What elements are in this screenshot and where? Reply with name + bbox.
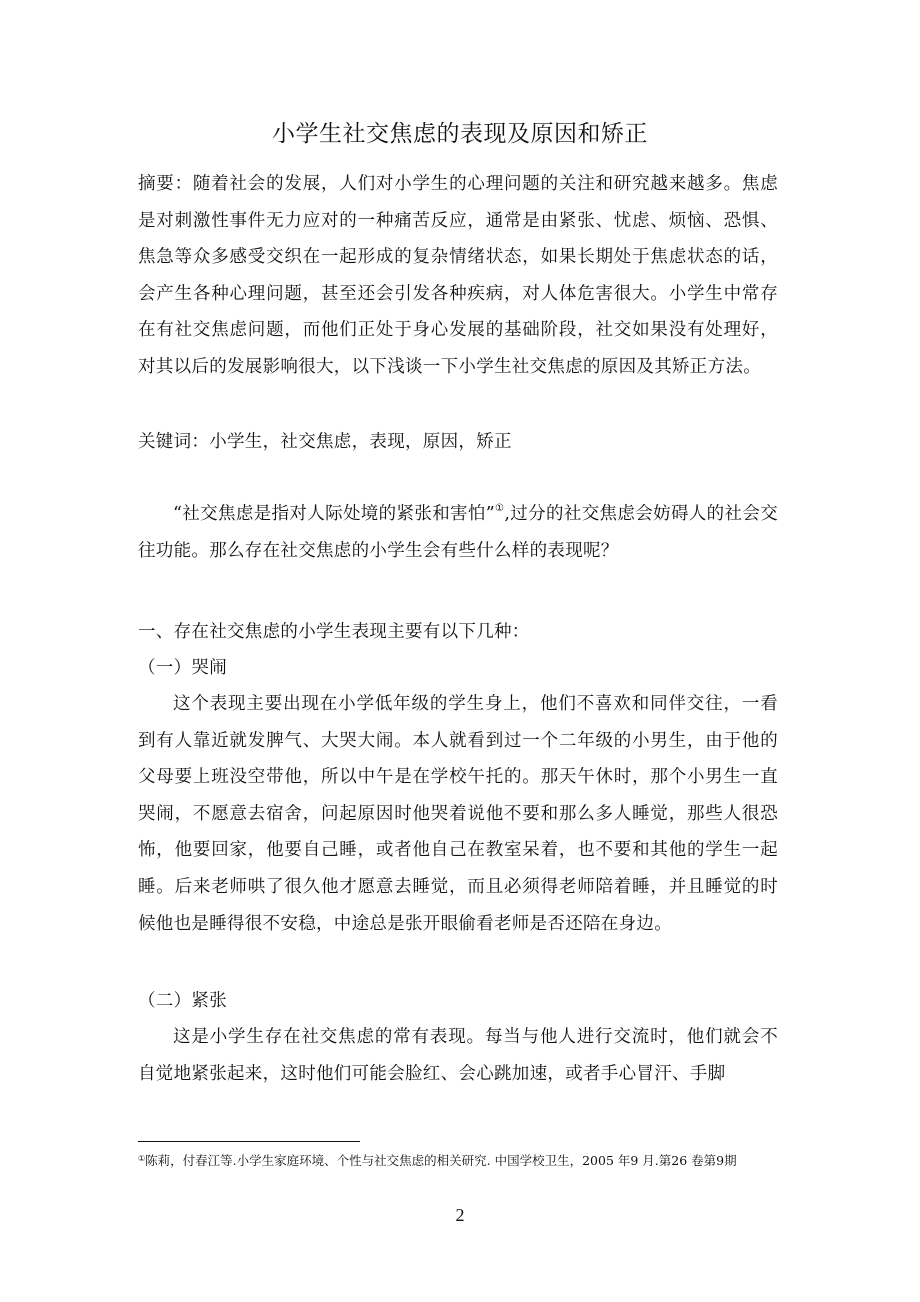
intro-text: ,过分的社交焦虑会妨碍人的社会交往功能。那么存在社交焦虑的小学生会有些什么样的表现呢？ [138,504,778,561]
intro-paragraph [138,496,778,569]
page-number: 2 [455,1205,465,1225]
abstract-paragraph: 摘要：随着社会的发展，人们对小学生的心理问题的关注和研究越来越多。焦虑是对刺激性事件无力应对的一种痛苦反应，通常是由紧张、忧虑、烦恼、恐惧、焦急等众多感受交织在一起形成的复杂情绪状态，如果长期处于焦虑状态的话，会产生各种心理问题，甚至还会引发各种疾病，对人体危害很大。小学生中常存在有社交焦虑问题，而他们正处于身心发展的基础阶段，社交如果没有处理好，对其以后的发展影响很大，以下浅谈一下小学生社交焦虑的原因及其矫正方法。 [138,174,778,377]
footnote-mark: ① [138,1154,146,1163]
page-title: 小学生社交焦虑的表现及原因和矫正 [272,121,648,147]
subsection-heading-nervous: （二）紧张 [138,991,227,1011]
intro-quote: “社交焦虑是指对人际处境的紧张和害怕” [173,504,495,524]
body-paragraph-nervous: 这是小学生存在社交焦虑的常有表现。每当与他人进行交流时，他们就会不自觉地紧张起来，这时他们可能会脸红、会心跳加速，或者手心冒汗、手脚 [138,1027,778,1084]
body-paragraph-crying: 这个表现主要出现在小学低年级的学生身上，他们不喜欢和同伴交往，一看到有人靠近就发脾气、大哭大闹。本人就看到过一个二年级的小男生，由于他的父母要上班没空带他，所以中午是在学校午托的。那天午休时，那个小男生一直哭闹，不愿意去宿舍，问起原因时他哭着说他不要和那么多人睡觉，那些人很恐怖，他要回家，他要自己睡，或者他自己在教室呆着，也不要和其他的学生一起睡。后来老师哄了很久他才愿意去睡觉，而且必须得老师陪着睡，并且睡觉的时候他也是睡得很不安稳，中途总是张开眼偷看老师是否还陪在身边。 [138,694,778,934]
footnote-reference[interactable]: ① [495,503,505,514]
footnote [138,1152,788,1170]
keywords-line: 关键词：小学生，社交焦虑，表现，原因，矫正 [138,432,512,452]
footnote-text: 陈莉，付春江等.小学生家庭环境、个性与社交焦虑的相关研究. 中国学校卫生，2005 年9 月.第26 卷第9期 [145,1153,737,1168]
subsection-heading-crying: （一）哭闹 [138,658,227,678]
footnote-divider [138,1141,360,1142]
section-heading: 一、存在社交焦虑的小学生表现主要有以下几种： [138,622,530,642]
